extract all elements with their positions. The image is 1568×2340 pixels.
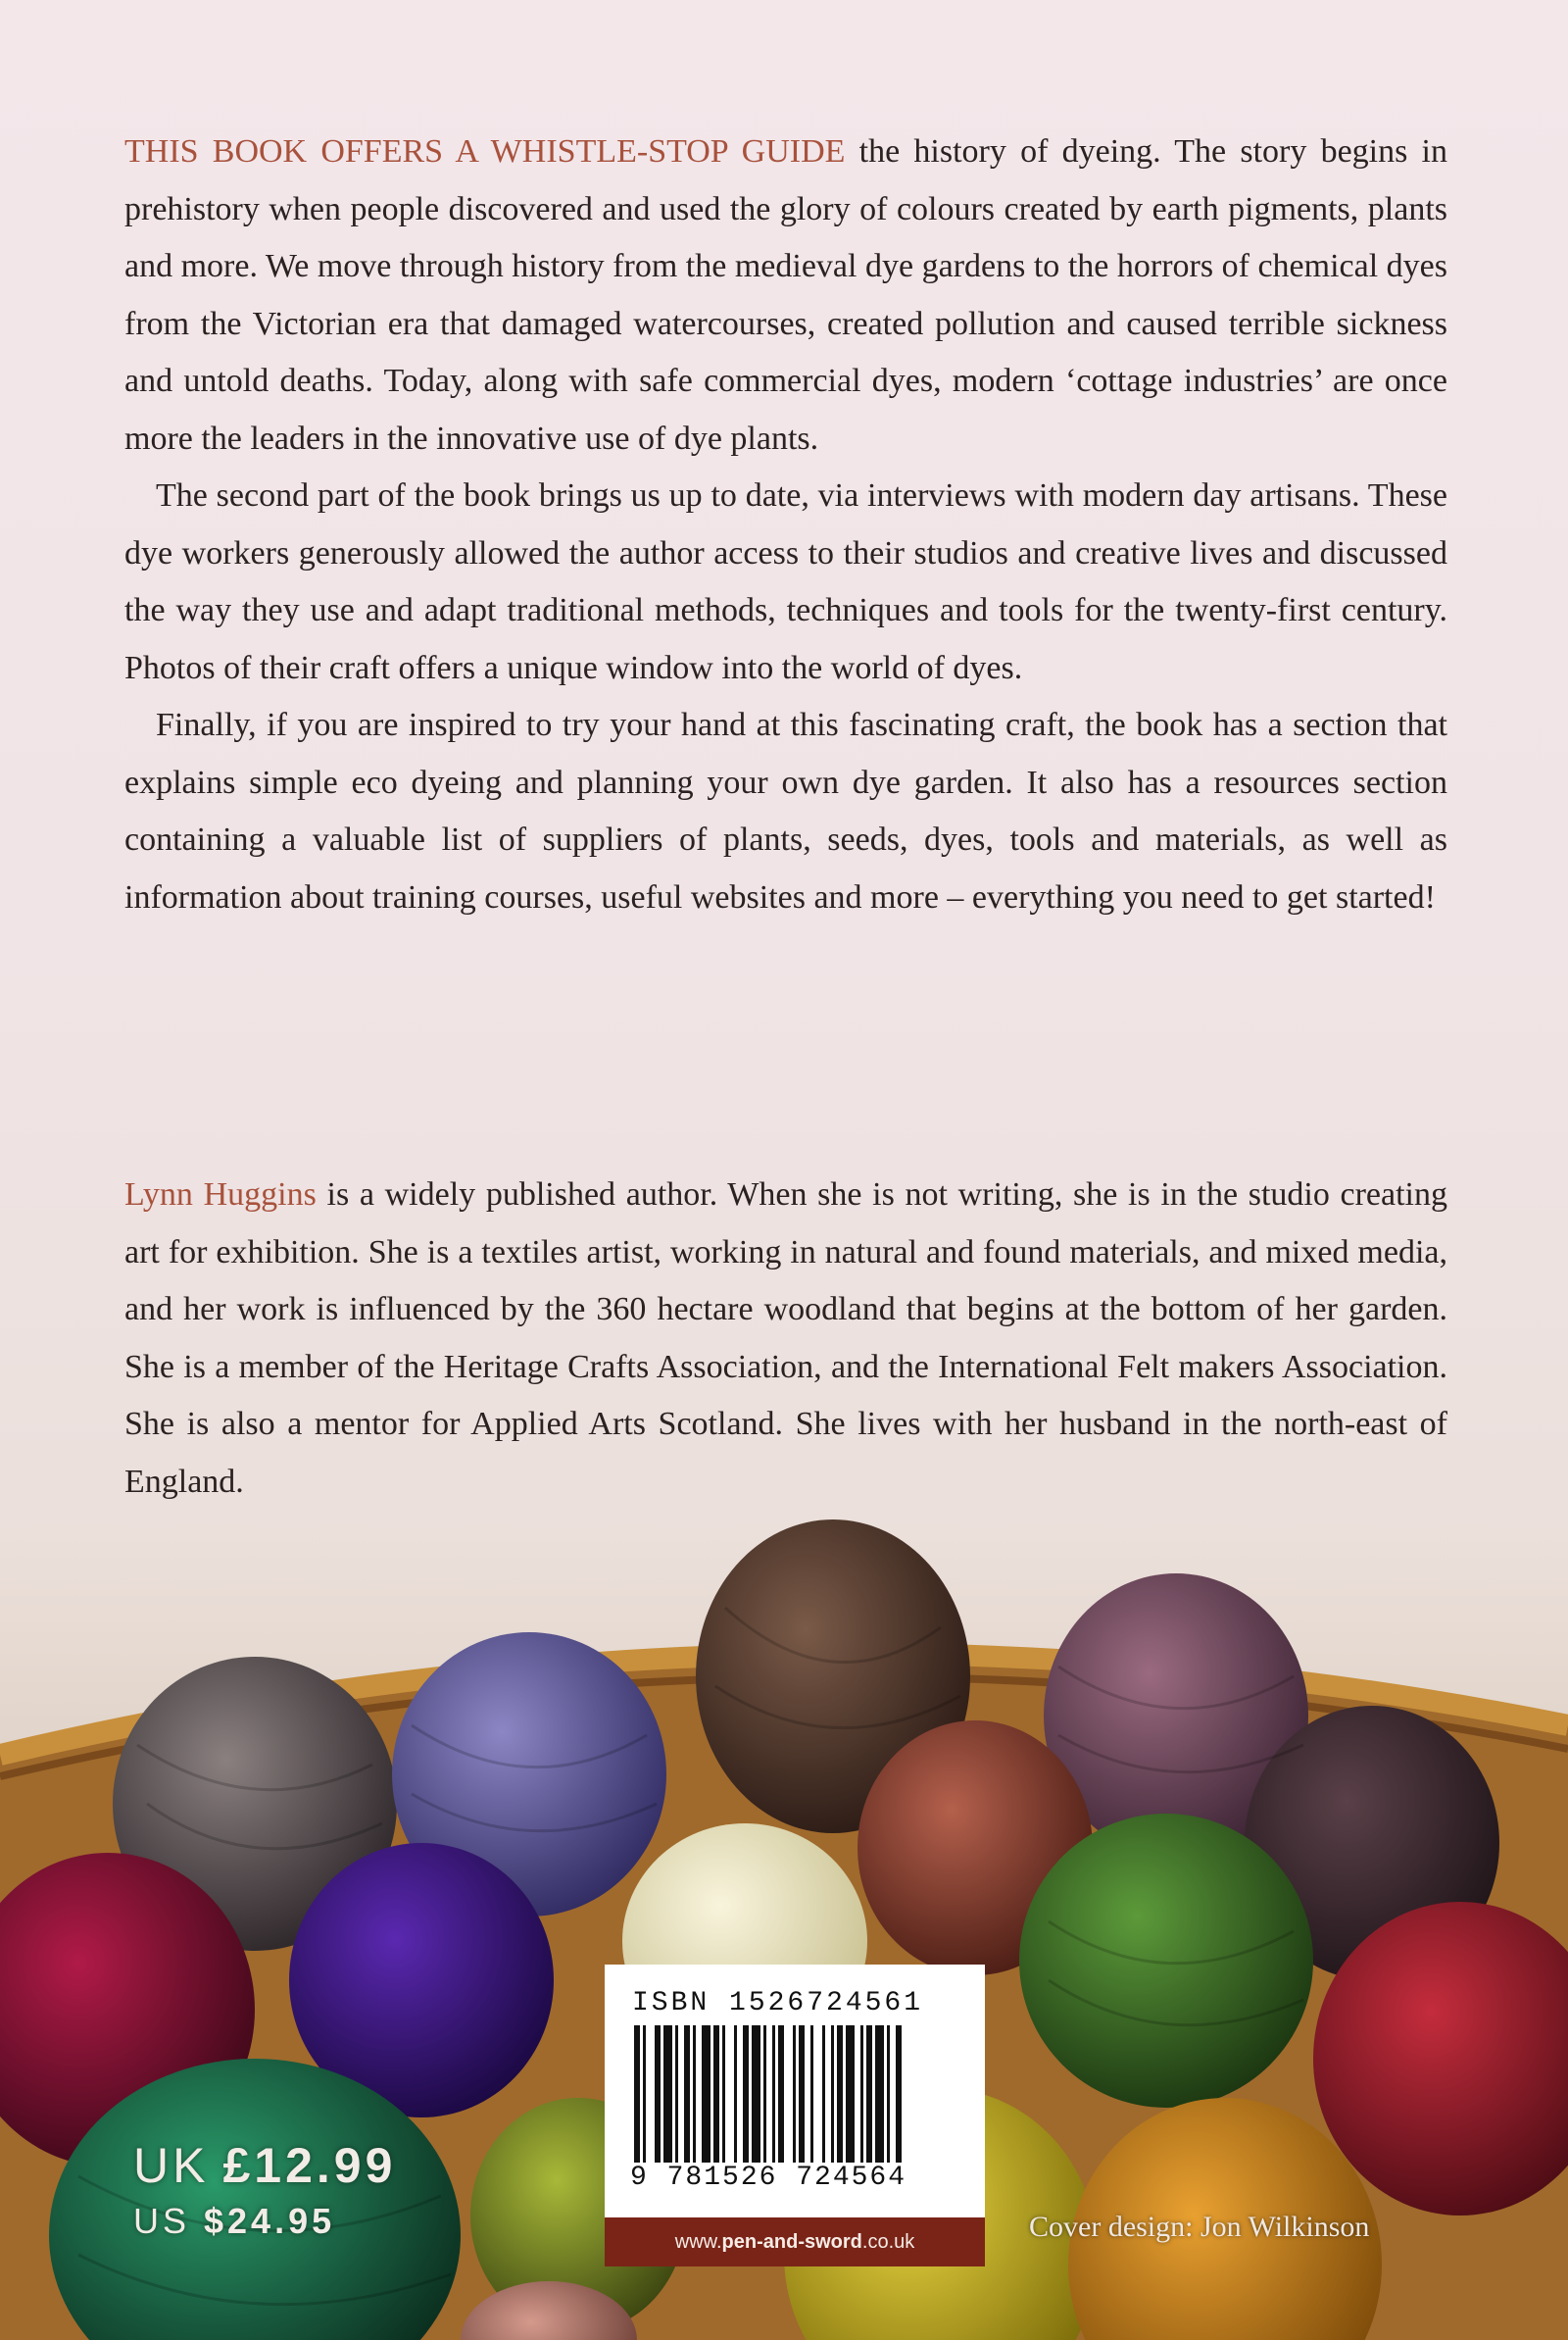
barcode-bar	[663, 2025, 672, 2172]
price-uk-value: £12.99	[222, 2138, 397, 2193]
barcode-bar	[846, 2025, 855, 2172]
barcode-bar	[743, 2025, 749, 2172]
blurb-paragraph-1-text: the history of dyeing. The story begins in prehistory when people discovered and used the glory of colours created by earth pigments, plants and more. We move through history from the medieval dye gardens to the horrors of chemical dyes from the Victorian era that damaged watercourses, created pollution and caused terrible sickness and untold deaths. Today, along with safe commercial dyes, modern ‘cottage industries’ are once more the leaders in the innovative use of dye plants.	[124, 133, 1447, 457]
price-uk	[133, 2137, 396, 2194]
cover-design-credit: Cover design: Jon Wilkinson	[1029, 2211, 1370, 2243]
barcode-bar	[810, 2025, 813, 2172]
barcode-bar	[896, 2025, 902, 2172]
blurb-paragraph-3: Finally, if you are inspired to try your hand at this fascinating craft, the book has a section that explains simple eco dyeing and planning your own dye garden. It also has a resources section containing a valuable list of suppliers of plants, seeds, dyes, tools and materials, as well as information about training courses, useful websites and more – everything you need to get started!	[124, 707, 1447, 916]
barcode-bar	[831, 2025, 834, 2172]
barcode-bar	[722, 2025, 725, 2172]
isbn-bottom-text: 9 781526 724564	[630, 2163, 907, 2193]
price-us-label: US	[133, 2201, 191, 2241]
barcode-bar	[655, 2025, 661, 2172]
barcode-bar	[675, 2025, 678, 2172]
barcode-bar	[837, 2025, 843, 2172]
barcode-bar	[763, 2025, 766, 2172]
barcode-bar	[778, 2025, 784, 2172]
barcode-bar	[793, 2025, 796, 2172]
barcode-bar	[713, 2025, 719, 2172]
website-suffix: .co.uk	[861, 2231, 915, 2253]
website-domain: pen-and-sword	[721, 2231, 862, 2253]
website-prefix: www.	[674, 2231, 722, 2253]
barcode-bar	[822, 2025, 825, 2172]
isbn-top-text: ISBN 1526724561	[632, 1988, 924, 2018]
barcode-bar	[887, 2025, 890, 2172]
barcode-bar	[734, 2025, 737, 2172]
barcode-bar	[860, 2025, 863, 2172]
barcode-bar	[634, 2025, 640, 2172]
book-blurb	[124, 124, 1447, 926]
blurb-paragraph-1	[124, 124, 1447, 468]
barcode-icon	[634, 2025, 957, 2172]
price-uk-label: UK	[133, 2138, 210, 2193]
price-us-value: $24.95	[204, 2201, 336, 2241]
blurb-paragraph-2: The second part of the book brings us up to date, via interviews with modern day artisans. These dye workers generously allowed the author access to their studios and creative lives and discussed the way they use and adapt traditional methods, techniques and tools for the twenty-first century. Photos of their craft offers a unique window into the world of dyes.	[124, 477, 1447, 686]
barcode-bar	[684, 2025, 690, 2172]
publisher-website[interactable]	[605, 2217, 985, 2266]
price-us	[133, 2201, 335, 2242]
blurb-lead: THIS BOOK OFFERS A WHISTLE-STOP GUIDE	[124, 133, 846, 170]
isbn-barcode-box	[605, 1965, 985, 2217]
barcode-bar	[799, 2025, 805, 2172]
barcode-bar	[772, 2025, 775, 2172]
author-name: Lynn Huggins	[124, 1176, 317, 1213]
author-bio	[124, 1167, 1447, 1511]
barcode-bar	[643, 2025, 646, 2172]
author-bio-paragraph	[124, 1167, 1447, 1511]
author-bio-text: is a widely published author. When she is not writing, she is in the studio creating art for exhibition. She is a textiles artist, working in natural and found materials, and mixed media, and her work is influenced by the 360 hectare woodland that begins at the bottom of her garden. She is a member of the Heritage Crafts Association, and the International Felt makers Association. She is also a mentor for Applied Arts Scotland. She lives with her husband in the north-east of England.	[124, 1176, 1448, 1500]
barcode-bar	[752, 2025, 760, 2172]
barcode-bar	[866, 2025, 872, 2172]
barcode-bar	[875, 2025, 884, 2172]
barcode-bar	[702, 2025, 710, 2172]
barcode-bar	[693, 2025, 696, 2172]
